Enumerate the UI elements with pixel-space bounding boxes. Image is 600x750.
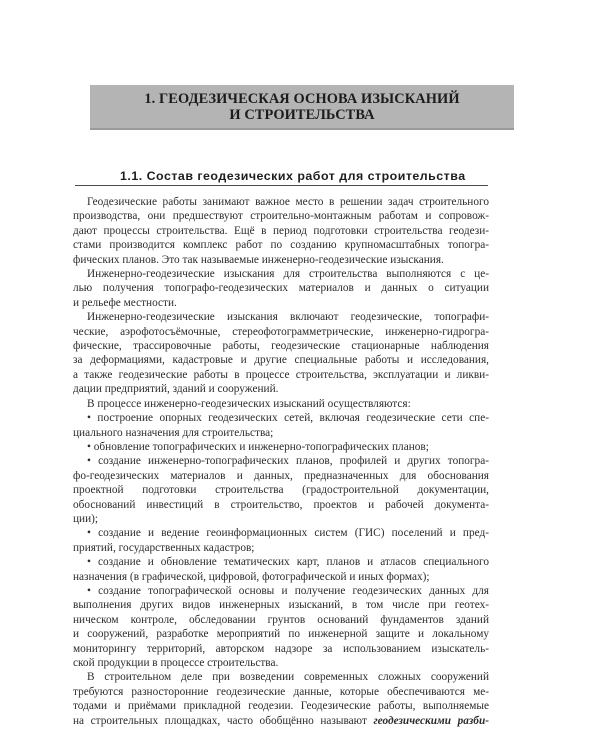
text-line: Инженерно-геодезические изыскания для строительства выполняются с це- [87,268,489,281]
text-line: фо-геодезических материалов и данных, предназначенных для обоснования [73,469,489,482]
text-line: требуются разносторонние геодезические данные, которые обеспечиваются ме- [73,685,489,698]
text-line: мониторингу территорий, авторском надзоре за использованием изыскатель- [73,642,489,655]
chapter-title-line-1: 1. ГЕОДЕЗИЧЕСКАЯ ОСНОВА ИЗЫСКАНИЙ [144,90,460,107]
text-line: Инженерно-геодезические изыскания включают геодезические, топографи- [87,311,489,324]
text-line: ническом контроле, обследовании грунтов оснований фундаментов зданий [73,613,489,626]
list-item-line: • создание инженерно-топографических планов, профилей и других топогра- [87,455,489,468]
text-line: фические, трассировочные работы, геодезические стационарные наблюдения [73,340,489,353]
list-item-line: • создание и обновление тематических карт, планов и атласов специального [87,556,489,569]
text-line: дации предприятий, зданий и сооружений. [73,383,279,396]
text-line: за деформациями, кадастровые и другие специальные работы и исследования, [73,354,489,367]
text-line: стами производится комплекс работ по созданию крупномасштабных топогра- [73,239,489,252]
list-item-line: • построение опорных геодезических сетей, включая геодезические сети спе- [87,412,489,425]
text-line: циального назначения для строительства; [73,426,274,439]
text-line: В строительном деле при возведении современных сложных сооружений [87,671,489,684]
section-rule [75,185,488,186]
section-title: 1.1. Состав геодезических работ для строительства [120,169,466,183]
text-line: назначения (в графической, цифровой, фотографической и иных формах); [73,570,430,583]
text-line: ции); [73,512,99,525]
chapter-title-line-2: И СТРОИТЕЛЬСТВА [229,106,375,123]
list-item-line: • обновление топографических и инженерно-топографических планов; [87,440,429,453]
text-line: дают процессы строительства. Ещё в период подготовки строительства геодези- [73,224,489,237]
text-line: проектной подготовки строительства (градостроительной документации, [73,484,489,497]
text-line: фических планов. Это так называемые инженерно-геодезические изыскания. [73,253,444,266]
text-line: тодами и приёмами прикладной геодезии. Геодезические работы, выполняемые [73,700,489,713]
text-line: ческие, аэрофотосъёмочные, стереофотограмметрические, инженерно-гидрогра- [73,325,489,338]
text-line: производства, они предшествуют строительно-монтажным работам и сопровож- [73,210,489,223]
text-line: приятий, государственных кадастров; [73,541,255,554]
text-line: Геодезические работы занимают важное место в решении задач строительного [87,196,489,208]
text-line: обоснований инвестиций в строительство, проектов и рабочей документа- [73,498,489,511]
text-line-start: на строительных площадках, часто обобщённо называют [73,714,367,727]
list-item-line: • создание топографической основы и получение геодезических данных для [87,584,489,597]
text-line [73,714,489,728]
text-line: ской продукции в процессе строительства. [73,657,279,669]
text-line: и сооружений, разработке мероприятий по инженерной защите и локальному [73,628,489,641]
text-line: выполнения других видов инженерных изысканий, в том числе при геотех- [73,599,489,612]
text-line: В процессе инженерно-геодезических изысканий осуществляются: [87,397,411,410]
text-line: а также геодезические работы в процессе строительства, эксплуатации и ликви- [73,368,489,381]
list-item-line: • создание и ведение геоинформационных систем (ГИС) поселений и пред- [87,527,489,540]
body-text [73,195,489,728]
text-line: и рельефе местности. [73,296,177,309]
text-line: лью получения топографо-геодезических материалов и данных о ситуации [73,282,489,295]
emphasized-term: геодезическими разби- [373,714,489,727]
chapter-heading-band [90,85,514,130]
